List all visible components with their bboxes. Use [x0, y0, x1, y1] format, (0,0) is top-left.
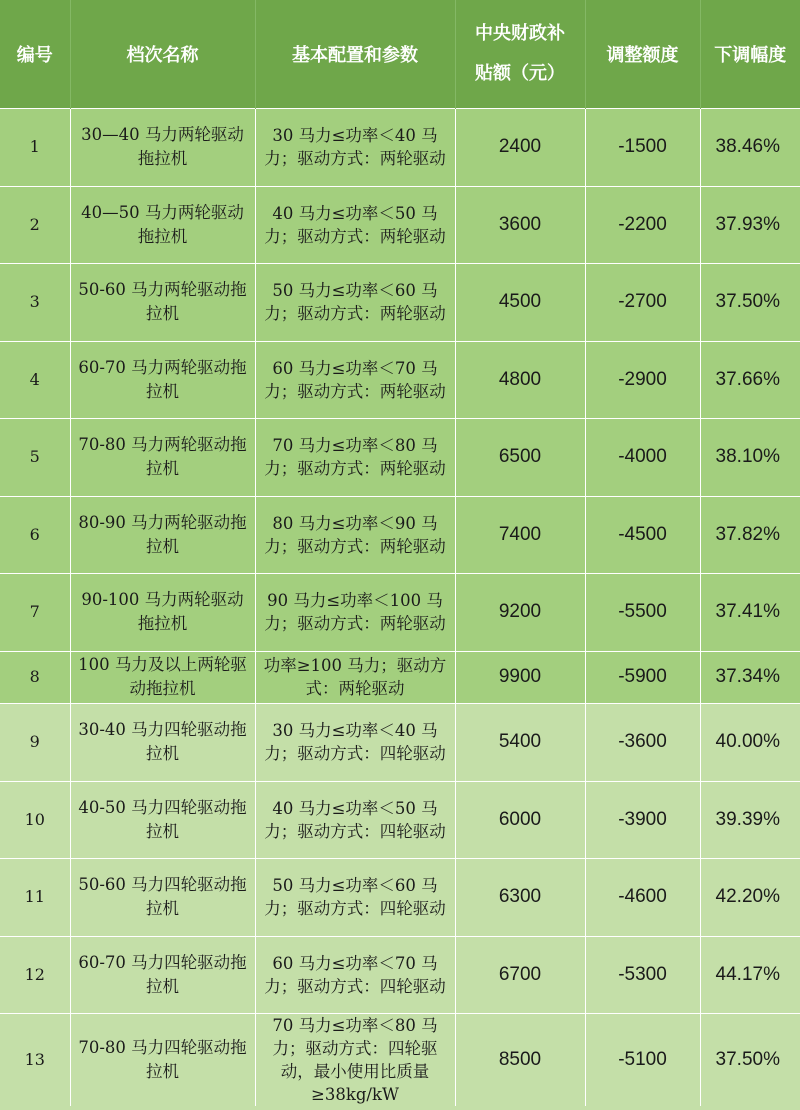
row-adjustment: -5100 [585, 1013, 700, 1106]
row-number: 13 [0, 1013, 70, 1106]
row-subsidy: 4500 [455, 263, 585, 341]
row-tier-name: 30—40 马力两轮驱动拖拉机 [70, 108, 255, 186]
row-adjustment: -2900 [585, 341, 700, 418]
header-subsidy-line1: 中央财政补 [475, 22, 565, 44]
header-config: 基本配置和参数 [255, 0, 455, 108]
table-row [0, 418, 800, 496]
row-adjustment: -4500 [585, 496, 700, 573]
row-decrease-rate: 37.50% [700, 263, 800, 341]
row-number: 11 [0, 858, 70, 936]
row-tier-name: 90-100 马力两轮驱动拖拉机 [70, 573, 255, 651]
row-subsidy: 6500 [455, 418, 585, 496]
row-tier-name: 60-70 马力两轮驱动拖拉机 [70, 341, 255, 418]
row-number: 2 [0, 186, 70, 263]
table-row [0, 108, 800, 186]
table-row [0, 186, 800, 263]
table-header [0, 0, 800, 108]
row-config: 60 马力≤功率＜70 马力；驱动方式：两轮驱动 [255, 341, 455, 418]
row-config: 50 马力≤功率＜60 马力；驱动方式：四轮驱动 [255, 858, 455, 936]
row-config: 50 马力≤功率＜60 马力；驱动方式：两轮驱动 [255, 263, 455, 341]
row-decrease-rate: 39.39% [700, 781, 800, 858]
row-subsidy: 8500 [455, 1013, 585, 1106]
row-number: 3 [0, 263, 70, 341]
table-row [0, 703, 800, 781]
row-subsidy: 6300 [455, 858, 585, 936]
row-tier-name: 60-70 马力四轮驱动拖拉机 [70, 936, 255, 1013]
table-row [0, 936, 800, 1013]
row-tier-name: 50-60 马力两轮驱动拖拉机 [70, 263, 255, 341]
header-row [0, 0, 800, 108]
header-subsidy-line2: 贴额（元） [475, 62, 565, 84]
row-decrease-rate: 38.10% [700, 418, 800, 496]
row-decrease-rate: 38.46% [700, 108, 800, 186]
row-number: 12 [0, 936, 70, 1013]
row-tier-name: 70-80 马力四轮驱动拖拉机 [70, 1013, 255, 1106]
row-subsidy: 9900 [455, 651, 585, 703]
row-number: 5 [0, 418, 70, 496]
row-number: 1 [0, 108, 70, 186]
row-adjustment: -2200 [585, 186, 700, 263]
table-row [0, 781, 800, 858]
header-decrease-rate: 下调幅度 [714, 44, 787, 66]
row-decrease-rate: 37.34% [700, 651, 800, 703]
table-body [0, 108, 800, 1106]
row-config: 40 马力≤功率＜50 马力；驱动方式：四轮驱动 [255, 781, 455, 858]
header-number: 编号 [0, 0, 70, 108]
row-config: 30 马力≤功率＜40 马力；驱动方式：四轮驱动 [255, 703, 455, 781]
row-config: 90 马力≤功率＜100 马力；驱动方式：两轮驱动 [255, 573, 455, 651]
table-row [0, 341, 800, 418]
row-adjustment: -5300 [585, 936, 700, 1013]
table-row [0, 573, 800, 651]
row-adjustment: -3600 [585, 703, 700, 781]
row-subsidy: 5400 [455, 703, 585, 781]
row-decrease-rate: 37.66% [700, 341, 800, 418]
header-subsidy [455, 0, 585, 108]
header-tier-name: 档次名称 [70, 0, 255, 108]
row-adjustment: -5900 [585, 651, 700, 703]
row-subsidy: 6700 [455, 936, 585, 1013]
row-number: 9 [0, 703, 70, 781]
row-number: 8 [0, 651, 70, 703]
table-row [0, 263, 800, 341]
table-row [0, 1013, 800, 1106]
row-adjustment: -1500 [585, 108, 700, 186]
row-tier-name: 100 马力及以上两轮驱动拖拉机 [70, 651, 255, 703]
row-number: 10 [0, 781, 70, 858]
row-config: 60 马力≤功率＜70 马力；驱动方式：四轮驱动 [255, 936, 455, 1013]
row-tier-name: 70-80 马力两轮驱动拖拉机 [70, 418, 255, 496]
table-row [0, 496, 800, 573]
row-adjustment: -4600 [585, 858, 700, 936]
row-adjustment: -3900 [585, 781, 700, 858]
row-adjustment: -5500 [585, 573, 700, 651]
row-adjustment: -4000 [585, 418, 700, 496]
row-subsidy: 7400 [455, 496, 585, 573]
row-number: 6 [0, 496, 70, 573]
row-subsidy: 4800 [455, 341, 585, 418]
row-subsidy: 6000 [455, 781, 585, 858]
row-subsidy: 3600 [455, 186, 585, 263]
table-row [0, 858, 800, 936]
row-tier-name: 50-60 马力四轮驱动拖拉机 [70, 858, 255, 936]
row-decrease-rate: 37.82% [700, 496, 800, 573]
row-decrease-rate: 37.93% [700, 186, 800, 263]
row-config: 30 马力≤功率＜40 马力；驱动方式：两轮驱动 [255, 108, 455, 186]
row-tier-name: 40—50 马力两轮驱动拖拉机 [70, 186, 255, 263]
row-config: 80 马力≤功率＜90 马力；驱动方式：两轮驱动 [255, 496, 455, 573]
header-adjustment: 调整额度 [585, 0, 700, 108]
row-number: 4 [0, 341, 70, 418]
row-decrease-rate: 37.50% [700, 1013, 800, 1106]
row-number: 7 [0, 573, 70, 651]
row-config: 70 马力≤功率＜80 马力；驱动方式：两轮驱动 [255, 418, 455, 496]
row-config: 功率≥100 马力；驱动方式：两轮驱动 [255, 651, 455, 703]
row-tier-name: 40-50 马力四轮驱动拖拉机 [70, 781, 255, 858]
row-subsidy: 9200 [455, 573, 585, 651]
row-tier-name: 80-90 马力两轮驱动拖拉机 [70, 496, 255, 573]
row-decrease-rate: 44.17% [700, 936, 800, 1013]
row-subsidy: 2400 [455, 108, 585, 186]
row-tier-name: 30-40 马力四轮驱动拖拉机 [70, 703, 255, 781]
row-decrease-rate: 42.20% [700, 858, 800, 936]
row-decrease-rate: 37.41% [700, 573, 800, 651]
row-decrease-rate: 40.00% [700, 703, 800, 781]
row-config: 40 马力≤功率＜50 马力；驱动方式：两轮驱动 [255, 186, 455, 263]
table-row [0, 651, 800, 703]
row-adjustment: -2700 [585, 263, 700, 341]
row-config: 70 马力≤功率＜80 马力；驱动方式：四轮驱动，最小使用比质量≥38kg/kW [255, 1013, 455, 1106]
